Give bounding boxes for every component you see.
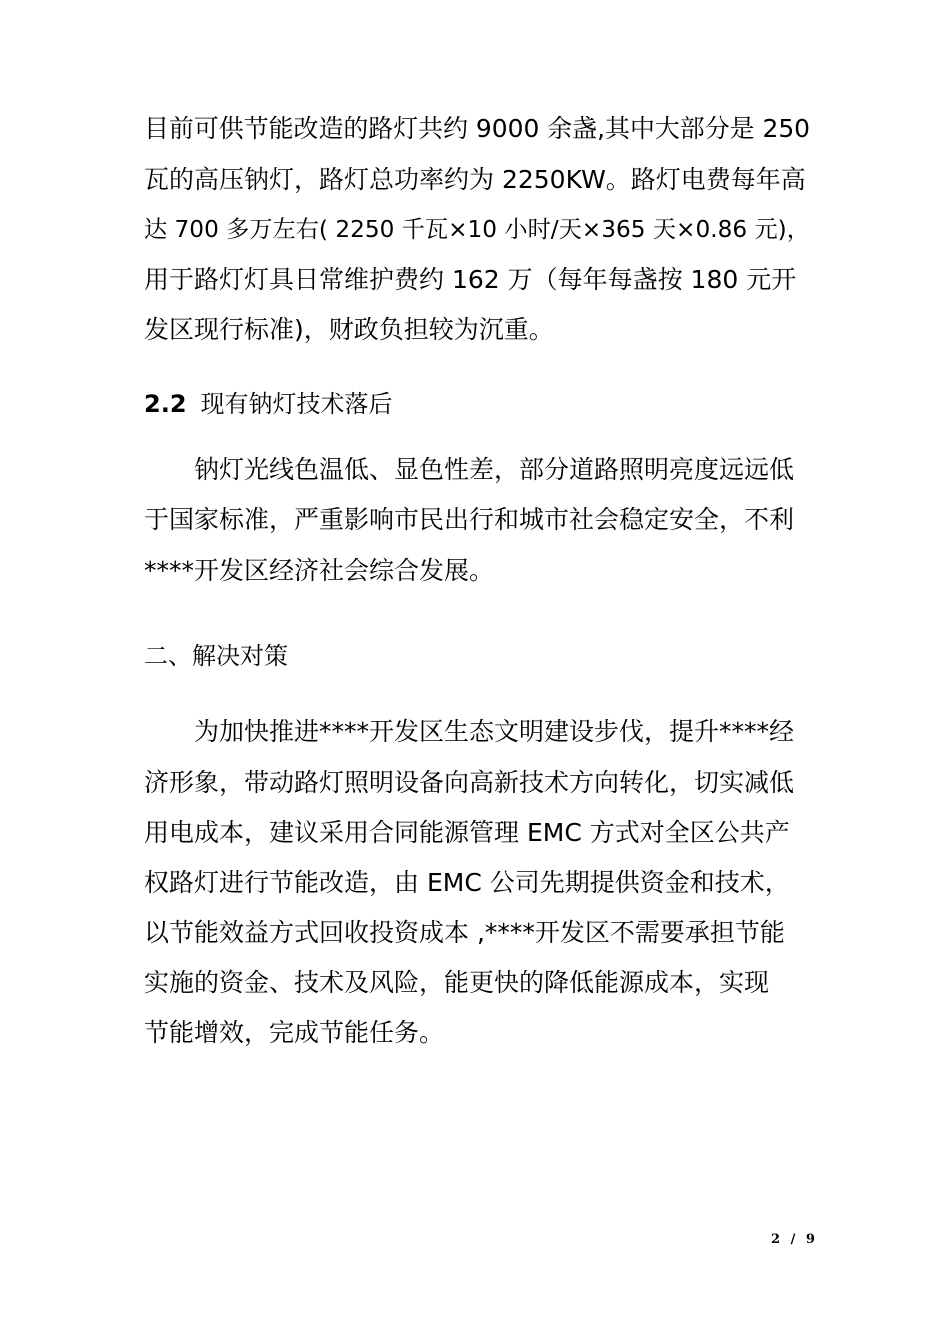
paragraph-2-line-3: ****开发区经济社会综合发展。 (144, 556, 495, 585)
paragraph-3-line-2: 济形象，带动路灯照明设备向高新技术方向转化，切实减低 (144, 768, 795, 797)
section-2-2-number: 2.2 (144, 390, 187, 418)
section-2-2-title: 现有钠灯技术落后 (200, 390, 393, 418)
paragraph-1-line-1: 目前可供节能改造的路灯共约 9000 余盏,其中大部分是 250 (144, 114, 811, 143)
paragraph-2-line-2: 于国家标准，严重影响市民出行和城市社会稳定安全，不利 (144, 505, 795, 534)
paragraph-1-line-5: 发区现行标准)，财政负担较为沉重。 (144, 315, 554, 344)
page-number: 2 / 9 (771, 1232, 818, 1247)
paragraph-1-line-3: 达 700 多万左右( 2250 千瓦×10 小时/天×365 天×0.86 元)， (144, 216, 810, 243)
paragraph-3-line-5: 以节能效益方式回收投资成本 ,****开发区不需要承担节能 (144, 918, 785, 947)
section-2-2-heading (144, 389, 393, 419)
paragraph-3-line-1: 为加快推进****开发区生态文明建设步伐，提升****经 (194, 717, 795, 746)
paragraph-3-line-6: 实施的资金、技术及风险，能更快的降低能源成本，实现 (144, 968, 770, 997)
section-two-heading: 二、解决对策 (144, 642, 288, 670)
paragraph-2-line-1: 钠灯光线色温低、显色性差，部分道路照明亮度远远低 (194, 455, 795, 484)
paragraph-3-line-4: 权路灯进行节能改造，由 EMC 公司先期提供资金和技术， (144, 868, 790, 897)
paragraph-1-line-2: 瓦的高压钠灯，路灯总功率约为 2250KW。路灯电费每年高 (144, 165, 806, 194)
paragraph-3-line-3: 用电成本，建议采用合同能源管理 EMC 方式对全区公共产 (144, 818, 790, 847)
paragraph-3-line-7: 节能增效，完成节能任务。 (144, 1018, 445, 1047)
paragraph-1-line-4: 用于路灯灯具日常维护费约 162 万（每年每盏按 180 元开 (144, 265, 797, 294)
